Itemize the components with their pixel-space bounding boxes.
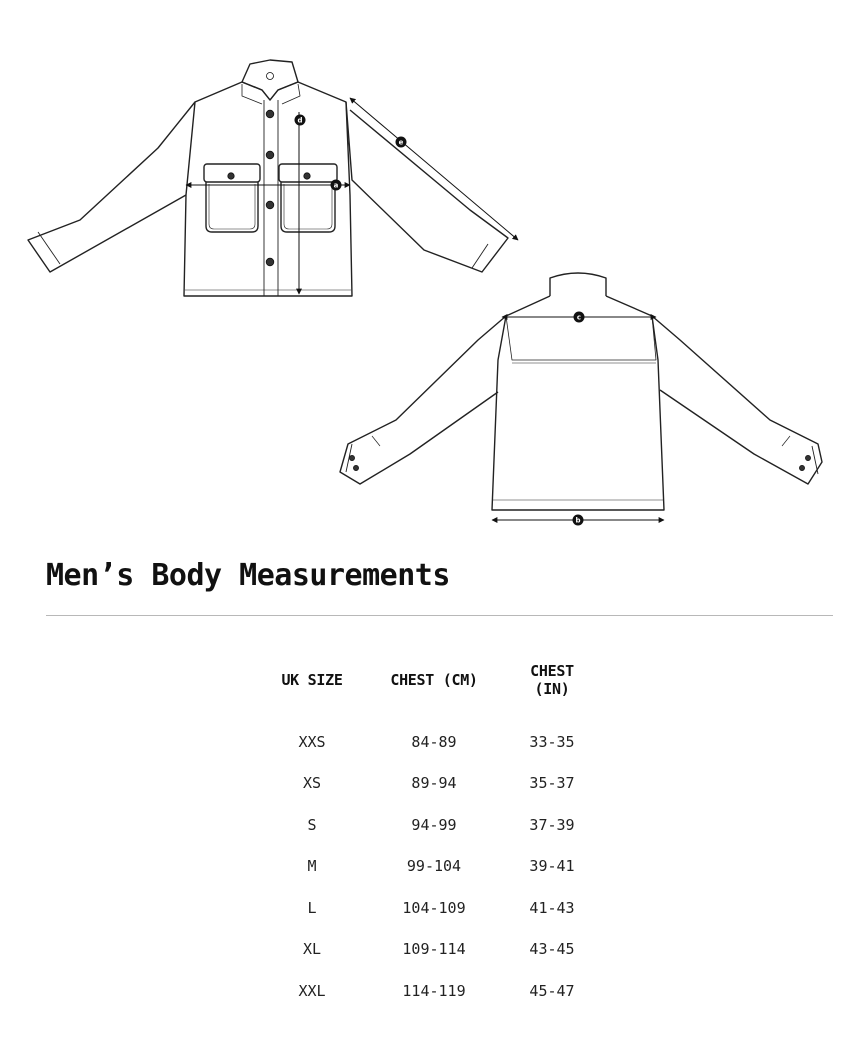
marker-badge-b [573, 515, 584, 526]
page-title: Men’s Body Measurements [46, 558, 450, 593]
table-row [270, 970, 590, 1012]
cell-chest-in: 41-43 [529, 898, 575, 917]
cell-uk-size: XXS [298, 732, 326, 751]
cell-uk-size: XL [302, 940, 322, 959]
back-cuff-buttons [349, 455, 810, 470]
cell-uk-size: XS [302, 774, 322, 793]
table-row [270, 846, 590, 888]
svg-text:b: b [575, 516, 581, 525]
cell-chest-cm: 94-99 [411, 815, 457, 834]
cell-chest-cm: 99-104 [406, 857, 462, 876]
header-chest-in: CHEST (IN) [530, 662, 574, 698]
cell-chest-in: 43-45 [529, 940, 575, 959]
table-row [270, 887, 590, 929]
marker-badge-d [295, 115, 306, 126]
svg-text:d: d [297, 116, 303, 125]
table-header-row [270, 662, 590, 698]
svg-text:c: c [576, 313, 582, 322]
cell-chest-in: 39-41 [529, 857, 575, 876]
marker-badge-a [331, 180, 342, 191]
cell-chest-in: 33-35 [529, 732, 575, 751]
header-uk-size: UK SIZE [281, 671, 343, 689]
cell-uk-size: M [307, 857, 317, 876]
cell-chest-in: 37-39 [529, 815, 575, 834]
table-row [270, 763, 590, 805]
table-spacer [270, 698, 590, 721]
svg-text:e: e [398, 138, 404, 147]
header-chest-cm: CHEST (CM) [390, 671, 478, 689]
cell-uk-size: L [307, 898, 317, 917]
jacket-back-illustration [340, 273, 822, 510]
svg-text:a: a [333, 181, 339, 190]
cell-uk-size: S [307, 815, 317, 834]
marker-badge-c [574, 312, 585, 323]
size-chart-table [270, 662, 590, 1012]
table-row [270, 804, 590, 846]
cell-chest-in: 45-47 [529, 981, 575, 1000]
cell-chest-cm: 109-114 [402, 940, 466, 959]
back-measure-lines [492, 317, 664, 520]
table-row [270, 721, 590, 763]
cell-chest-cm: 84-89 [411, 732, 457, 751]
cell-uk-size: XXL [298, 981, 326, 1000]
section-divider [46, 615, 833, 616]
marker-badge-e [396, 137, 407, 148]
cell-chest-cm: 114-119 [402, 981, 466, 1000]
cell-chest-in: 35-37 [529, 774, 575, 793]
cell-chest-cm: 104-109 [402, 898, 466, 917]
table-row [270, 929, 590, 971]
cell-chest-cm: 89-94 [411, 774, 457, 793]
